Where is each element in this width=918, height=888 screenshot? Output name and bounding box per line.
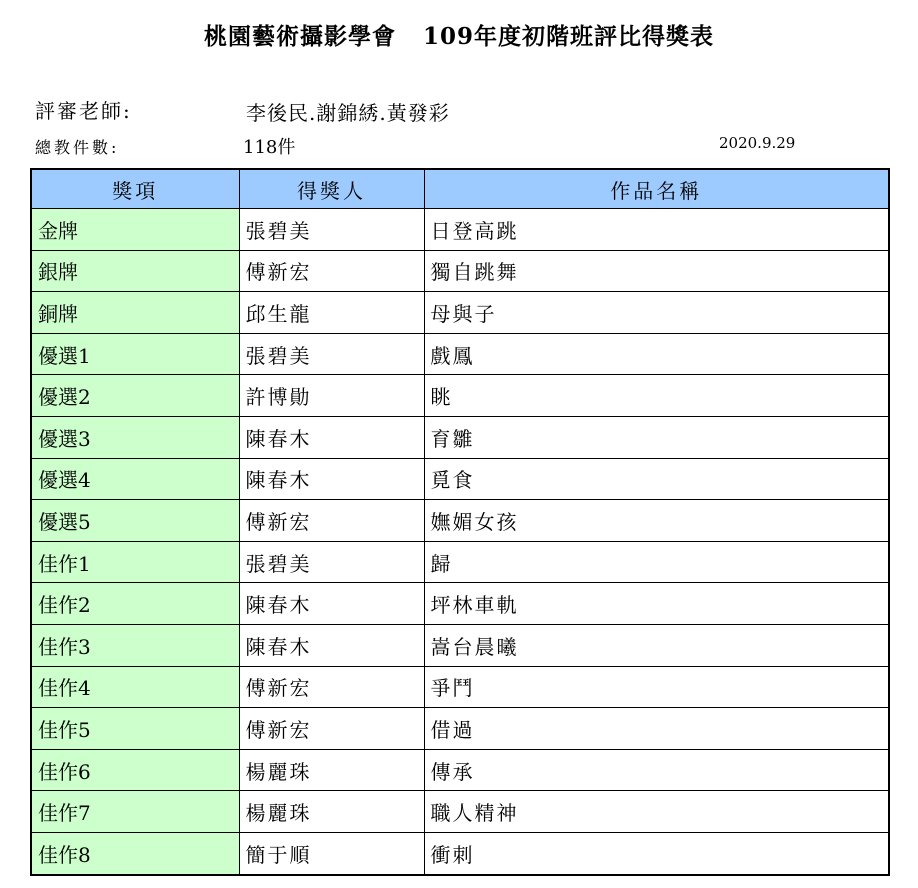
table-row	[31, 749, 889, 791]
work-title-cell: 母與子	[424, 292, 889, 334]
winner-cell: 楊麗珠	[239, 749, 424, 791]
work-title-cell: 育雛	[424, 416, 889, 458]
table-row	[31, 375, 889, 417]
winner-cell: 陳春木	[239, 416, 424, 458]
work-title-cell: 獨自跳舞	[424, 250, 889, 292]
winner-cell: 楊麗珠	[239, 791, 424, 833]
winner-cell: 邱生龍	[239, 292, 424, 334]
winner-cell: 傅新宏	[239, 250, 424, 292]
award-cell: 佳作1	[31, 541, 239, 583]
award-cell: 金牌	[31, 209, 239, 251]
award-cell: 佳作5	[31, 708, 239, 750]
judges-value: 李後民.謝錦綉.黃發彩	[246, 101, 450, 125]
award-cell: 佳作2	[31, 583, 239, 625]
table-row	[31, 583, 889, 625]
winner-cell: 陳春木	[239, 583, 424, 625]
table-row	[31, 832, 889, 874]
awards-table	[30, 168, 890, 876]
work-title-cell: 借過	[424, 708, 889, 750]
work-title-cell: 眺	[424, 375, 889, 417]
award-cell: 優選2	[31, 375, 239, 417]
award-cell: 佳作8	[31, 832, 239, 874]
award-cell: 佳作7	[31, 791, 239, 833]
table-row	[31, 500, 889, 542]
table-row	[31, 708, 889, 750]
total-entries-label: 總教件數:	[35, 138, 120, 157]
work-title-cell: 爭鬥	[424, 666, 889, 708]
winner-cell: 傅新宏	[239, 666, 424, 708]
table-row	[31, 666, 889, 708]
award-cell: 優選3	[31, 416, 239, 458]
work-title-cell: 坪林車軌	[424, 583, 889, 625]
table-row	[31, 416, 889, 458]
work-title-cell: 歸	[424, 541, 889, 583]
award-cell: 佳作3	[31, 624, 239, 666]
table-row	[31, 791, 889, 833]
table-row	[31, 250, 889, 292]
header-work-title: 作品名稱	[424, 169, 889, 209]
table-header-row	[31, 169, 889, 209]
header-award: 獎項	[31, 169, 239, 209]
award-cell: 優選1	[31, 333, 239, 375]
winner-cell: 傅新宏	[239, 708, 424, 750]
judges-label: 評審老師:	[35, 99, 132, 123]
page-title: 桃園藝術攝影學會 109年度初階班評比得獎表	[203, 23, 715, 50]
table-row	[31, 624, 889, 666]
document-date: 2020.9.29	[719, 134, 796, 152]
table-row	[31, 458, 889, 500]
work-title-cell: 衝刺	[424, 832, 889, 874]
award-cell: 佳作6	[31, 749, 239, 791]
table-row	[31, 209, 889, 251]
winner-cell: 張碧美	[239, 209, 424, 251]
award-cell: 銀牌	[31, 250, 239, 292]
work-title-cell: 戲鳳	[424, 333, 889, 375]
work-title-cell: 嵩台晨曦	[424, 624, 889, 666]
work-title-cell: 嫵媚女孩	[424, 500, 889, 542]
winner-cell: 張碧美	[239, 333, 424, 375]
work-title-cell: 傳承	[424, 749, 889, 791]
winner-cell: 陳春木	[239, 458, 424, 500]
winner-cell: 許博勛	[239, 375, 424, 417]
winner-cell: 簡于順	[239, 832, 424, 874]
total-entries-value: 118件	[243, 137, 296, 158]
work-title-cell: 日登高跳	[424, 209, 889, 251]
award-cell: 佳作4	[31, 666, 239, 708]
table-row	[31, 541, 889, 583]
winner-cell: 傅新宏	[239, 500, 424, 542]
work-title-cell: 職人精神	[424, 791, 889, 833]
award-cell: 銅牌	[31, 292, 239, 334]
table-row	[31, 333, 889, 375]
table-row	[31, 292, 889, 334]
work-title-cell: 覓食	[424, 458, 889, 500]
winner-cell: 張碧美	[239, 541, 424, 583]
header-winner: 得獎人	[239, 169, 424, 209]
winner-cell: 陳春木	[239, 624, 424, 666]
award-cell: 優選5	[31, 500, 239, 542]
award-cell: 優選4	[31, 458, 239, 500]
